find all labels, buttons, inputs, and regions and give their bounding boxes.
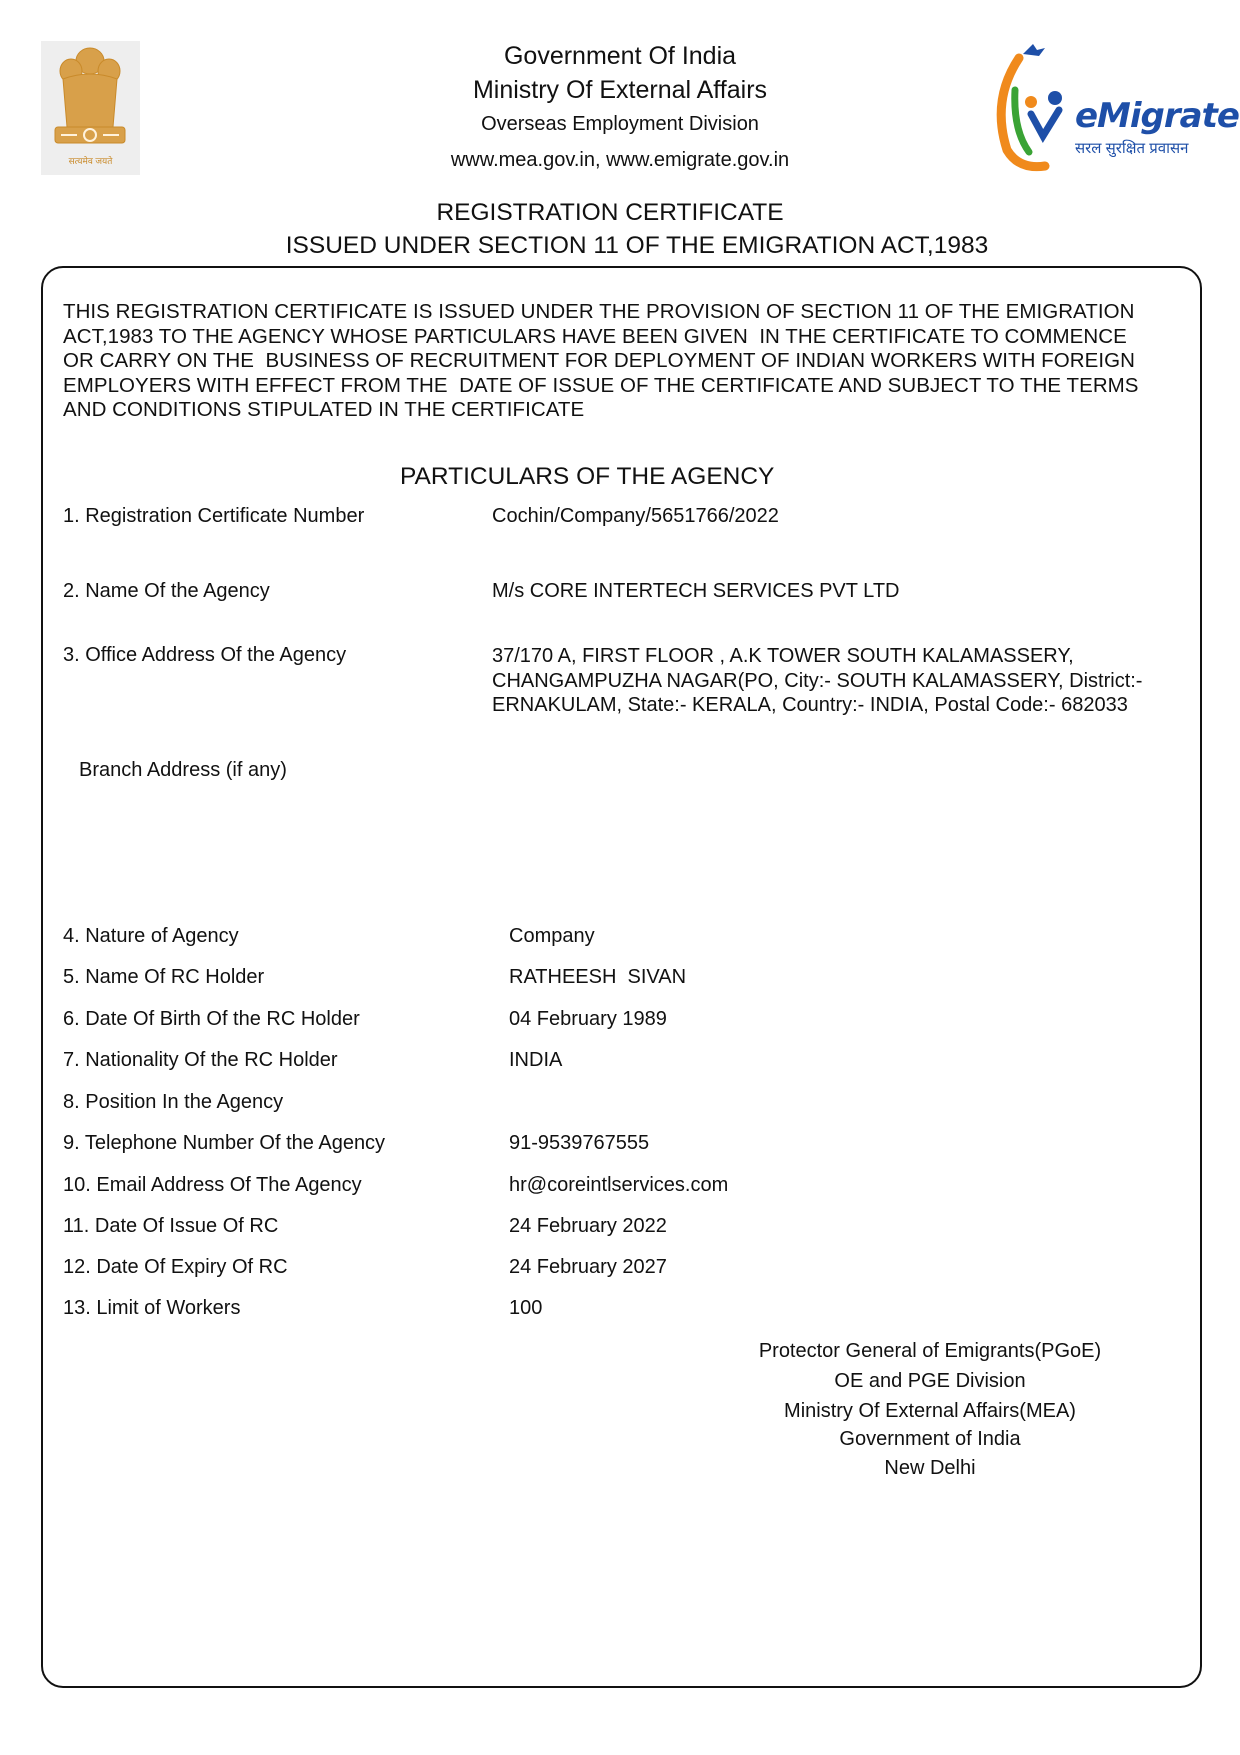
address-line: CHANGAMPUZHA NAGAR(PO, City:- SOUTH KALAMASSERY, District:- xyxy=(492,669,1143,692)
rc-holder-value: RATHEESH SIVAN xyxy=(509,966,687,988)
address-line: ERNAKULAM, State:- KERALA, Country:- INDIA, Postal Code:- 682033 xyxy=(492,694,1128,716)
nationality-value: INDIA xyxy=(509,1049,563,1071)
expiry-date-value: 24 February 2027 xyxy=(509,1256,667,1278)
emigrate-logo xyxy=(985,40,1239,180)
email-label: 10. Email Address Of The Agency xyxy=(63,1174,362,1196)
branch-address-label: Branch Address (if any) xyxy=(79,759,287,781)
header-division: Overseas Employment Division xyxy=(481,113,759,135)
intro-line: OR CARRY ON THE BUSINESS OF RECRUITMENT FOR DEPLOYMENT OF INDIAN WORKERS WITH FOREIGN xyxy=(63,349,1135,372)
emigrate-brand: eMigrate xyxy=(1075,96,1239,136)
issue-date-value: 24 February 2022 xyxy=(509,1215,667,1237)
telephone-value: 91-9539767555 xyxy=(509,1132,650,1154)
emigrate-figure-icon xyxy=(985,40,1077,180)
limit-value: 100 xyxy=(509,1297,543,1319)
office-address-label: 3. Office Address Of the Agency xyxy=(63,644,347,666)
address-line: 37/170 A, FIRST FLOOR , A.K TOWER SOUTH KALAMASSERY, xyxy=(492,645,1074,667)
header-websites: www.mea.gov.in, www.emigrate.gov.in xyxy=(450,149,790,171)
limit-label: 13. Limit of Workers xyxy=(63,1297,241,1319)
intro-line: THIS REGISTRATION CERTIFICATE IS ISSUED UNDER THE PROVISION OF SECTION 11 OF THE EMIGRATION xyxy=(63,300,1135,323)
reg-number-label: 1. Registration Certificate Number xyxy=(63,505,365,527)
position-label: 8. Position In the Agency xyxy=(63,1091,284,1113)
office-address-value xyxy=(492,644,1142,718)
telephone-label: 9. Telephone Number Of the Agency xyxy=(63,1132,386,1154)
signatory-city: New Delhi xyxy=(884,1457,976,1479)
dob-label: 6. Date Of Birth Of the RC Holder xyxy=(63,1008,360,1030)
email-value: hr@coreintlservices.com xyxy=(509,1174,729,1196)
signatory-title: Protector General of Emigrants(PGoE) xyxy=(758,1340,1102,1362)
certificate-subtitle: ISSUED UNDER SECTION 11 OF THE EMIGRATION ACT,1983 xyxy=(285,232,989,259)
intro-paragraph xyxy=(63,300,1173,423)
expiry-date-label: 12. Date Of Expiry Of RC xyxy=(63,1256,288,1278)
dob-value: 04 February 1989 xyxy=(509,1008,667,1030)
certificate-title: REGISTRATION CERTIFICATE xyxy=(436,199,784,226)
intro-line: EMPLOYERS WITH EFFECT FROM THE DATE OF ISSUE OF THE CERTIFICATE AND SUBJECT TO THE TERMS xyxy=(63,373,1139,397)
particulars-heading: PARTICULARS OF THE AGENCY xyxy=(400,463,775,490)
reg-number-value: Cochin/Company/5651766/2022 xyxy=(492,505,779,527)
nationality-label: 7. Nationality Of the RC Holder xyxy=(63,1049,338,1071)
agency-name-value: M/s CORE INTERTECH SERVICES PVT LTD xyxy=(492,580,900,602)
emblem-motto: सत्यमेव जयते xyxy=(68,156,113,166)
nature-value: Company xyxy=(509,925,595,947)
rc-holder-label: 5. Name Of RC Holder xyxy=(63,966,265,988)
emigrate-tagline: सरल सुरक्षित प्रवासन xyxy=(1075,140,1189,157)
nature-label: 4. Nature of Agency xyxy=(63,925,239,947)
signatory-ministry: Ministry Of External Affairs(MEA) xyxy=(784,1400,1076,1422)
header-government: Government Of India xyxy=(503,42,737,70)
header-ministry: Ministry Of External Affairs xyxy=(472,76,768,104)
signatory-government: Government of India xyxy=(839,1428,1021,1450)
issue-date-label: 11. Date Of Issue Of RC xyxy=(63,1215,279,1237)
signatory-division: OE and PGE Division xyxy=(834,1370,1026,1392)
intro-line: ACT,1983 TO THE AGENCY WHOSE PARTICULARS HAVE BEEN GIVEN IN THE CERTIFICATE TO COMMENCE xyxy=(63,324,1127,348)
agency-name-label: 2. Name Of the Agency xyxy=(63,580,270,602)
intro-line: AND CONDITIONS STIPULATED IN THE CERTIFICATE xyxy=(63,398,585,421)
